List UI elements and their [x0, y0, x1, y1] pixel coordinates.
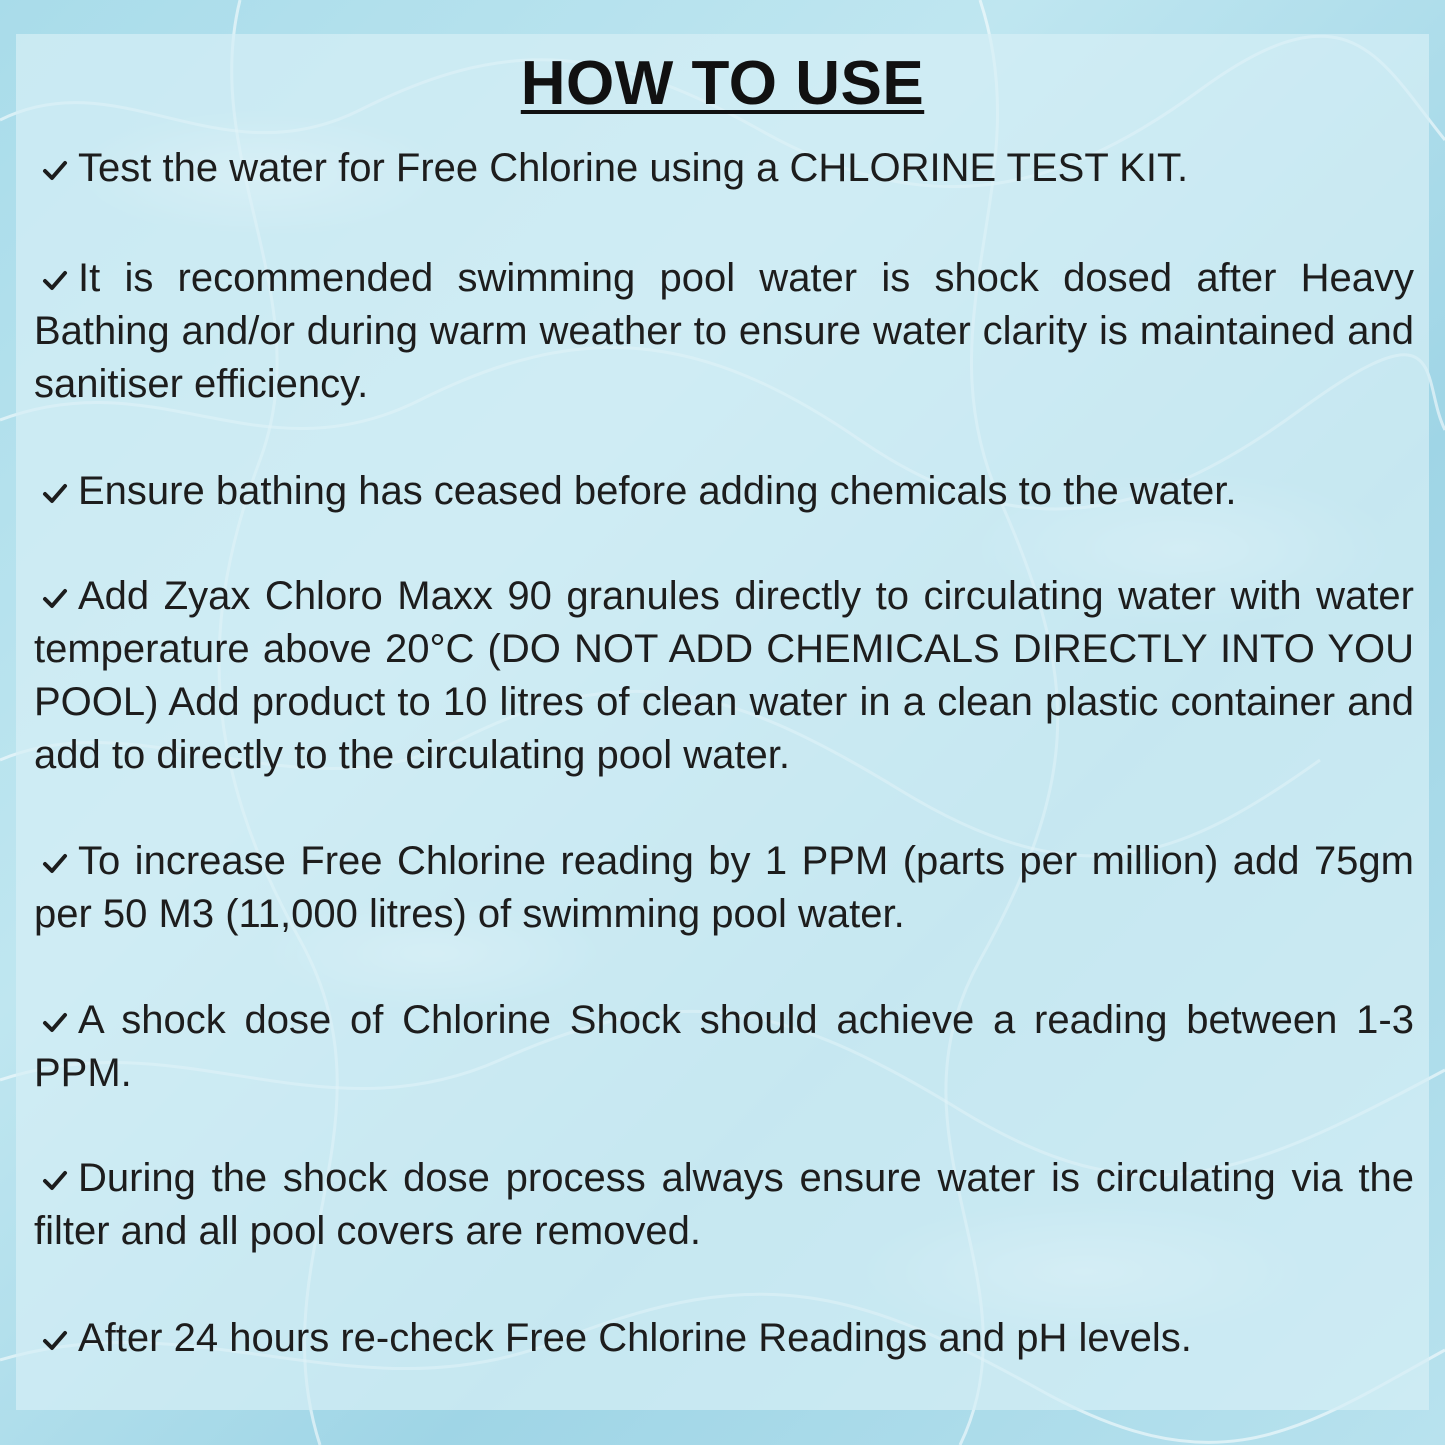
check-mark-icon: [40, 583, 70, 613]
step-item: [34, 142, 1414, 195]
page-title: HOW TO USE: [520, 49, 925, 118]
check-mark-icon: [40, 1325, 70, 1355]
step-text: Test the water for Free Chlorine using a CHLORINE TEST KIT.: [78, 146, 1189, 190]
step-text: To increase Free Chlorine reading by 1 PPM (parts per million) add 75gm per 50 M3 (11,000 litres) of swimming pool water.: [34, 839, 1414, 936]
step-item: [34, 1312, 1414, 1365]
step-item: [34, 835, 1414, 941]
step-text: During the shock dose process always ensure water is circulating via the filter and all pool covers are removed.: [34, 1156, 1414, 1253]
check-mark-icon: [40, 155, 70, 185]
step-item: [34, 570, 1414, 782]
step-item: [34, 994, 1414, 1100]
step-item: [34, 465, 1414, 518]
step-text: Ensure bathing has ceased before adding chemicals to the water.: [78, 469, 1237, 513]
check-mark-icon: [40, 1165, 70, 1195]
step-text: After 24 hours re-check Free Chlorine Readings and pH levels.: [78, 1316, 1192, 1360]
step-text: It is recommended swimming pool water is shock dosed after Heavy Bathing and/or during warm weather to ensure water clarity is maintained and sanitiser efficiency.: [34, 256, 1414, 406]
step-text: Add Zyax Chloro Maxx 90 granules directly to circulating water with water temperature above 20°C (DO NOT ADD CHEMICALS DIRECTLY INTO YOU POOL) Add product to 10 litres of clean water in a clean plastic container and add to directly to the circulating pool water.: [34, 574, 1414, 777]
check-mark-icon: [40, 265, 70, 295]
check-mark-icon: [40, 848, 70, 878]
step-item: [34, 1152, 1414, 1258]
check-mark-icon: [40, 1007, 70, 1037]
step-item: [34, 252, 1414, 411]
step-text: A shock dose of Chlorine Shock should achieve a reading between 1-3 PPM.: [34, 998, 1414, 1095]
check-mark-icon: [40, 478, 70, 508]
